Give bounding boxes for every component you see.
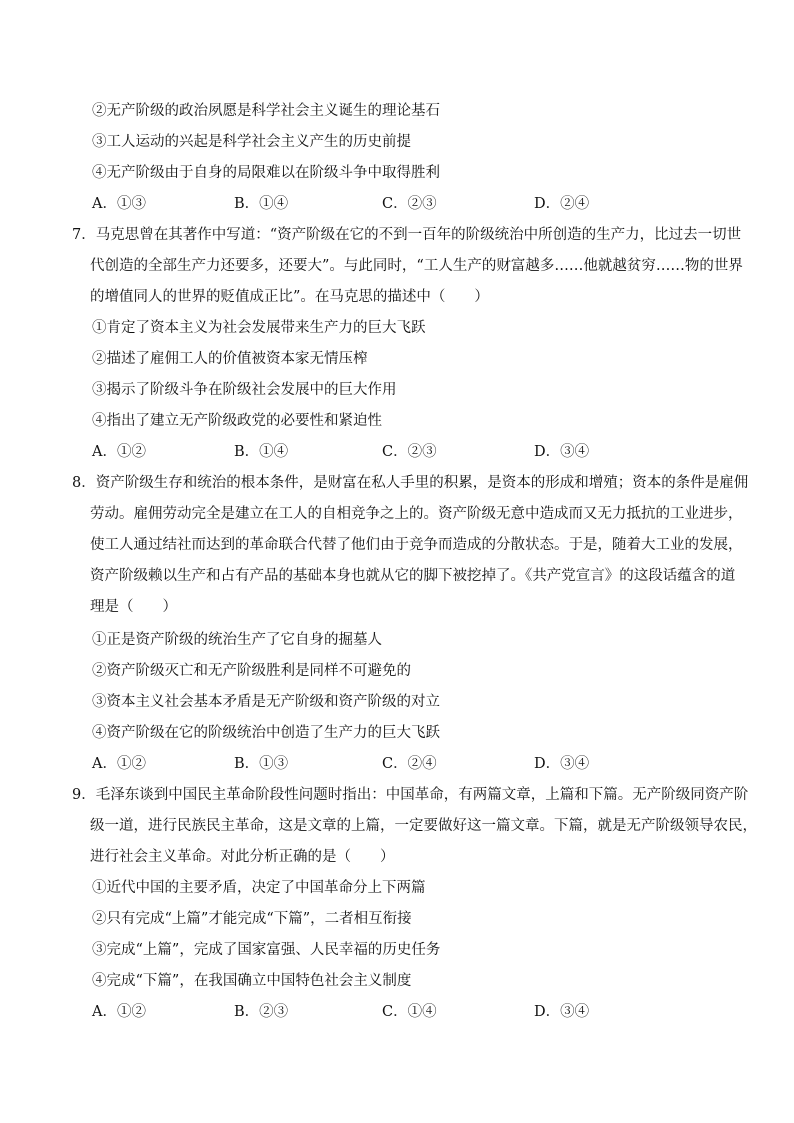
q8-options bbox=[92, 754, 712, 774]
q6-statement-2: ②无产阶级的政治夙愿是科学社会主义诞生的理论基石 bbox=[92, 103, 440, 119]
q6-options bbox=[92, 194, 712, 214]
q6-option-c[interactable]: C．②③ bbox=[382, 196, 437, 212]
q8-statement-1: ①正是资产阶级的统治生产了它自身的掘墓人 bbox=[92, 632, 382, 648]
q7-stem-line-3: 的增值同人的世界的贬值成正比”。在马克思的描述中（ ） bbox=[90, 289, 489, 305]
q6-option-d[interactable]: D．②④ bbox=[534, 196, 590, 212]
q8-stem-line-1: 8．资产阶级生存和统治的根本条件，是财富在私人手里的积累，是资本的形成和增殖；资本的条件是雇佣 bbox=[72, 475, 749, 491]
q9-option-b[interactable]: B．②③ bbox=[234, 1004, 289, 1020]
q8-statement-3: ③资本主义社会基本矛盾是无产阶级和资产阶级的对立 bbox=[92, 694, 440, 710]
q9-option-c[interactable]: C．①④ bbox=[382, 1004, 437, 1020]
q8-statement-2: ②资产阶级灭亡和无产阶级胜利是同样不可避免的 bbox=[92, 663, 411, 679]
q6-statement-3: ③工人运动的兴起是科学社会主义产生的历史前提 bbox=[92, 134, 411, 150]
q7-statement-3: ③揭示了阶级斗争在阶级社会发展中的巨大作用 bbox=[92, 382, 397, 398]
q7-option-d[interactable]: D．③④ bbox=[534, 444, 590, 460]
q8-stem-line-2: 劳动。雇佣劳动完全是建立在工人的自相竞争之上的。资产阶级无意中造成而又无力抵抗的工业进步， bbox=[90, 506, 743, 522]
q9-stem-line-2: 级一道，进行民族民主革命，这是文章的上篇，一定要做好这一篇文章。下篇，就是无产阶级领导农民， bbox=[90, 818, 757, 834]
q7-options bbox=[92, 442, 712, 462]
q7-option-b[interactable]: B．①④ bbox=[234, 444, 289, 460]
q9-statement-3: ③完成“上篇”，完成了国家富强、人民幸福的历史任务 bbox=[92, 942, 441, 958]
q8-option-a[interactable]: A．①② bbox=[92, 756, 146, 772]
q8-option-d[interactable]: D．③④ bbox=[534, 756, 590, 772]
q8-stem-line-3: 使工人通过结社而达到的革命联合代替了他们由于竞争而造成的分散状态。于是，随着大工业的发展， bbox=[90, 537, 743, 553]
q7-stem-line-2: 代创造的全部生产力还要多，还要大”。与此同时，“工人生产的财富越多……他就越贫穷……物的世界 bbox=[90, 258, 743, 274]
q8-stem-line-4: 资产阶级赖以生产和占有产品的基础本身也就从它的脚下被挖掉了。《共产党宣言》的这段话蕴含的道 bbox=[90, 568, 736, 584]
q9-statement-2: ②只有完成“上篇”才能完成“下篇”，二者相互衔接 bbox=[92, 911, 412, 927]
q7-statement-4: ④指出了建立无产阶级政党的必要性和紧迫性 bbox=[92, 413, 382, 429]
q9-stem-line-3: 进行社会主义革命。对此分析正确的是（ ） bbox=[90, 849, 395, 865]
q7-stem-line-1: 7．马克思曾在其著作中写道：“资产阶级在它的不到一百年的阶级统治中所创造的生产力，比过去一切世 bbox=[72, 227, 742, 243]
q8-statement-4: ④资产阶级在它的阶级统治中创造了生产力的巨大飞跃 bbox=[92, 725, 440, 741]
q7-statement-2: ②描述了雇佣工人的价值被资本家无情压榨 bbox=[92, 351, 368, 367]
q9-option-a[interactable]: A．①② bbox=[92, 1004, 146, 1020]
q9-option-d[interactable]: D．③④ bbox=[534, 1004, 590, 1020]
q6-statement-4: ④无产阶级由于自身的局限难以在阶级斗争中取得胜利 bbox=[92, 165, 440, 181]
q9-statement-4: ④完成“下篇”，在我国确立中国特色社会主义制度 bbox=[92, 973, 412, 989]
q8-option-b[interactable]: B．①③ bbox=[234, 756, 289, 772]
q6-option-a[interactable]: A．①③ bbox=[92, 196, 146, 212]
q8-stem-line-5: 理是（ ） bbox=[90, 599, 177, 615]
q8-option-c[interactable]: C．②④ bbox=[382, 756, 437, 772]
q7-option-a[interactable]: A．①② bbox=[92, 444, 146, 460]
q7-option-c[interactable]: C．②③ bbox=[382, 444, 437, 460]
q9-stem-line-1: 9．毛泽东谈到中国民主革命阶段性问题时指出：中国革命，有两篇文章，上篇和下篇。无产阶级同资产阶 bbox=[72, 787, 749, 803]
q9-statement-1: ①近代中国的主要矛盾，决定了中国革命分上下两篇 bbox=[92, 880, 426, 896]
q9-options bbox=[92, 1002, 712, 1022]
q6-option-b[interactable]: B．①④ bbox=[234, 196, 289, 212]
q7-statement-1: ①肯定了资本主义为社会发展带来生产力的巨大飞跃 bbox=[92, 320, 426, 336]
